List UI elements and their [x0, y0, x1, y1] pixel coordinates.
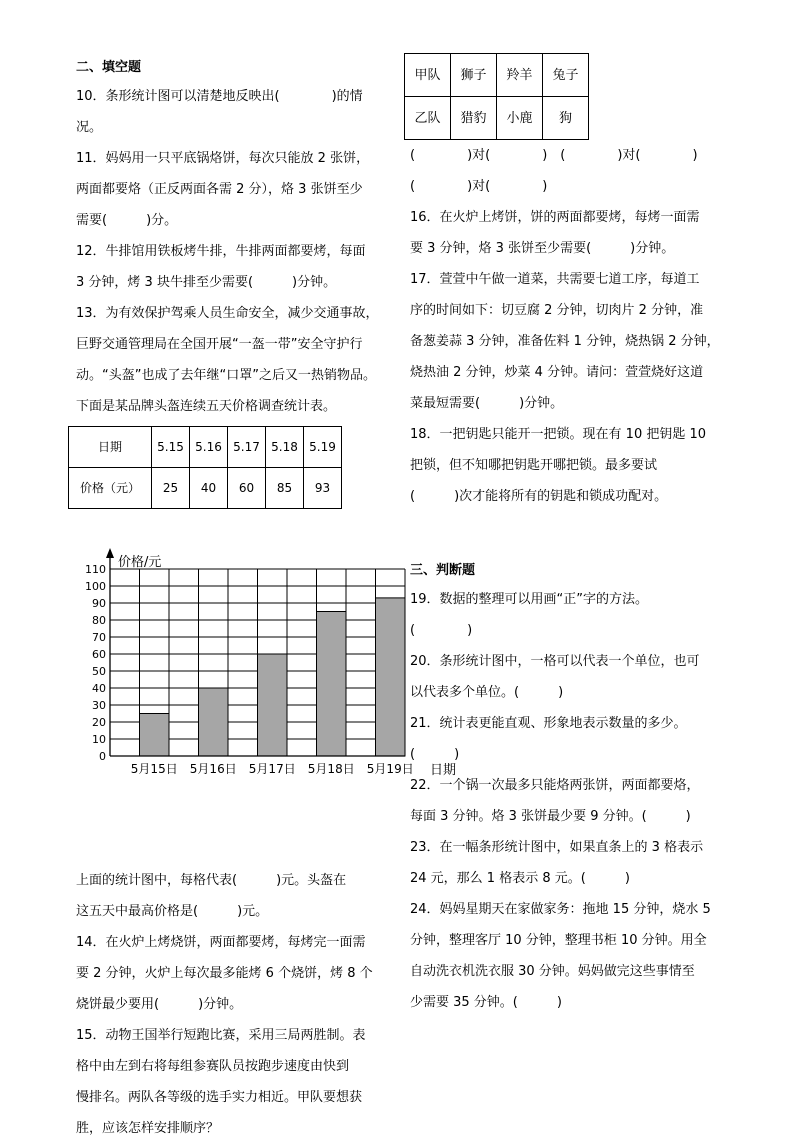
table-cell: 25 [152, 468, 190, 509]
table-row [405, 97, 589, 140]
question-13-chart-questions: 上面的统计图中，每格代表( )元。头盔在 这五天中最高价格是( )元。 [76, 873, 347, 919]
table-cell: 乙队 [405, 97, 451, 140]
bar [317, 612, 347, 757]
y-tick-label: 10 [92, 733, 106, 746]
question-15: 15．动物王国举行短跑比赛，采用三局两胜制。表 格中由左到右将每组参赛队员按跑步速度由快到 慢排名。两队各等级的选手实力相近。甲队要想获 胜，应该怎样安排顺序？ [76, 1028, 366, 1136]
table-cell: 40 [190, 468, 228, 509]
table-cell: 5.18 [266, 427, 304, 468]
x-axis-label: 日期 [430, 763, 457, 778]
question-21: 21．统计表更能直观、形象地表示数量的多少。 ( ) [410, 716, 687, 762]
question-17: 17．萱萱中午做一道菜，共需要七道工序，每道工 序的时间如下：切豆腐 2 分钟，切肉片 2 分钟，准 备葱姜蒜 3 分钟，准备佐料 1 分钟，烧热锅 2 分钟， 烧热油 2 分钟，炒菜 4 分钟。请问：萱萱烧好这道 菜最短需要( )分钟。 [410, 272, 720, 411]
pair-answer-lines: ( )对( ) ( )对( ) ( )对( ) [410, 148, 698, 194]
x-tick-label: 5月17日 [248, 762, 296, 776]
question-23: 23．在一幅条形统计图中，如果直条上的 3 格表示 24 元，那么 1 格表示 8 元。( ) [410, 840, 704, 886]
question-11: 11．妈妈用一只平底锅烙饼，每次只能放 2 张饼， 两面都要烙（正反两面各需 2 分），烙 3 张饼至少 需要( )分。 [76, 151, 370, 228]
question-10: 10．条形统计图可以清楚地反映出( )的情 况。 [76, 89, 363, 135]
table-cell: 5.17 [228, 427, 266, 468]
x-axis-ticks [131, 762, 414, 776]
bar [140, 714, 170, 757]
table-cell: 93 [304, 468, 342, 509]
table-cell: 羚羊 [497, 54, 543, 97]
y-axis-label: 价格/元 [118, 555, 162, 570]
team-table [404, 53, 589, 140]
table-cell: 狮子 [451, 54, 497, 97]
y-tick-label: 40 [92, 682, 106, 695]
bar [376, 598, 406, 756]
table-cell: 狗 [543, 97, 589, 140]
x-tick-label: 5月18日 [307, 762, 355, 776]
y-tick-label: 20 [92, 716, 106, 729]
table-cell: 60 [228, 468, 266, 509]
y-axis-arrow [106, 548, 114, 558]
table-cell: 5.15 [152, 427, 190, 468]
y-tick-label: 80 [92, 614, 106, 627]
question-20: 20．条形统计图中，一格可以代表一个单位，也可 以代表多个单位。( ) [410, 654, 700, 700]
y-tick-label: 70 [92, 631, 106, 644]
bar [258, 654, 288, 756]
section-spacer [410, 512, 728, 558]
question-16: 16．在火炉上烤饼，饼的两面都要烤，每烤一面需 要 3 分钟，烙 3 张饼至少需要( )分钟。 [410, 210, 700, 256]
price-table [68, 426, 342, 509]
bar [199, 688, 229, 756]
table-row [69, 468, 342, 509]
y-tick-label: 0 [99, 750, 106, 763]
table-cell: 5.19 [304, 427, 342, 468]
x-tick-label: 5月16日 [189, 762, 237, 776]
table-cell: 小鹿 [497, 97, 543, 140]
y-tick-label: 30 [92, 699, 106, 712]
table-row [405, 54, 589, 97]
section-fill-in-title: 二、填空题 [76, 60, 142, 75]
y-tick-label: 60 [92, 648, 106, 661]
chart-bars [140, 598, 406, 756]
table-cell: 猎豹 [451, 97, 497, 140]
x-tick-label: 5月15日 [130, 762, 178, 776]
y-tick-label: 100 [85, 580, 106, 593]
right-column [410, 55, 728, 1018]
x-tick-label: 5月19日 [366, 762, 414, 776]
question-12: 12．牛排馆用铁板烤牛排，牛排两面都要烤，每面 3 分钟，烤 3 块牛排至少需要( )分钟。 [76, 244, 366, 290]
question-19: 19．数据的整理可以用画“正”字的方法。 ( ) [410, 592, 649, 638]
section-judgement-title: 三、判断题 [410, 563, 476, 578]
table-cell: 5.16 [190, 427, 228, 468]
table-cell: 日期 [69, 427, 152, 468]
table-cell: 85 [266, 468, 304, 509]
question-14: 14．在火炉上烤烧饼，两面都要烤，每烤完一面需 要 2 分钟，火炉上每次最多能烤 6 个烧饼，烤 8 个 烧饼最少要用( )分钟。 [76, 935, 373, 1012]
table-cell: 兔子 [543, 54, 589, 97]
question-22: 22．一个锅一次最多只能烙两张饼，两面都要烙， 每面 3 分钟。烙 3 张饼最少要 9 分钟。( ) [410, 778, 700, 824]
question-24: 24．妈妈星期天在家做家务：拖地 15 分钟，烧水 5 分钟，整理客厅 10 分钟，整理书柜 10 分钟。用全 自动洗衣机洗衣服 30 分钟。妈妈做完这些事情至 少需要 35 分钟。( ) [410, 902, 711, 1010]
question-13: 13．为有效保护驾乘人员生命安全，减少交通事故， 巨野交通管理局在全国开展“一盔一带”安全守护行 动。“头盔”也成了去年继“口罩”之后又一热销物品。 下面是某品牌头盔连续五天价格调查统计表。 [76, 306, 379, 414]
y-tick-label: 90 [92, 597, 106, 610]
question-18: 18．一把钥匙只能开一把锁。现在有 10 把钥匙 10 把锁，但不知哪把钥匙开哪把锁。最多要试 ( )次才能将所有的钥匙和锁成功配对。 [410, 427, 707, 504]
table-row [69, 427, 342, 468]
y-axis-ticks [85, 563, 106, 763]
table-cell: 价格（元） [69, 468, 152, 509]
y-tick-label: 50 [92, 665, 106, 678]
table-cell: 甲队 [405, 54, 451, 97]
y-tick-label: 110 [85, 563, 106, 576]
